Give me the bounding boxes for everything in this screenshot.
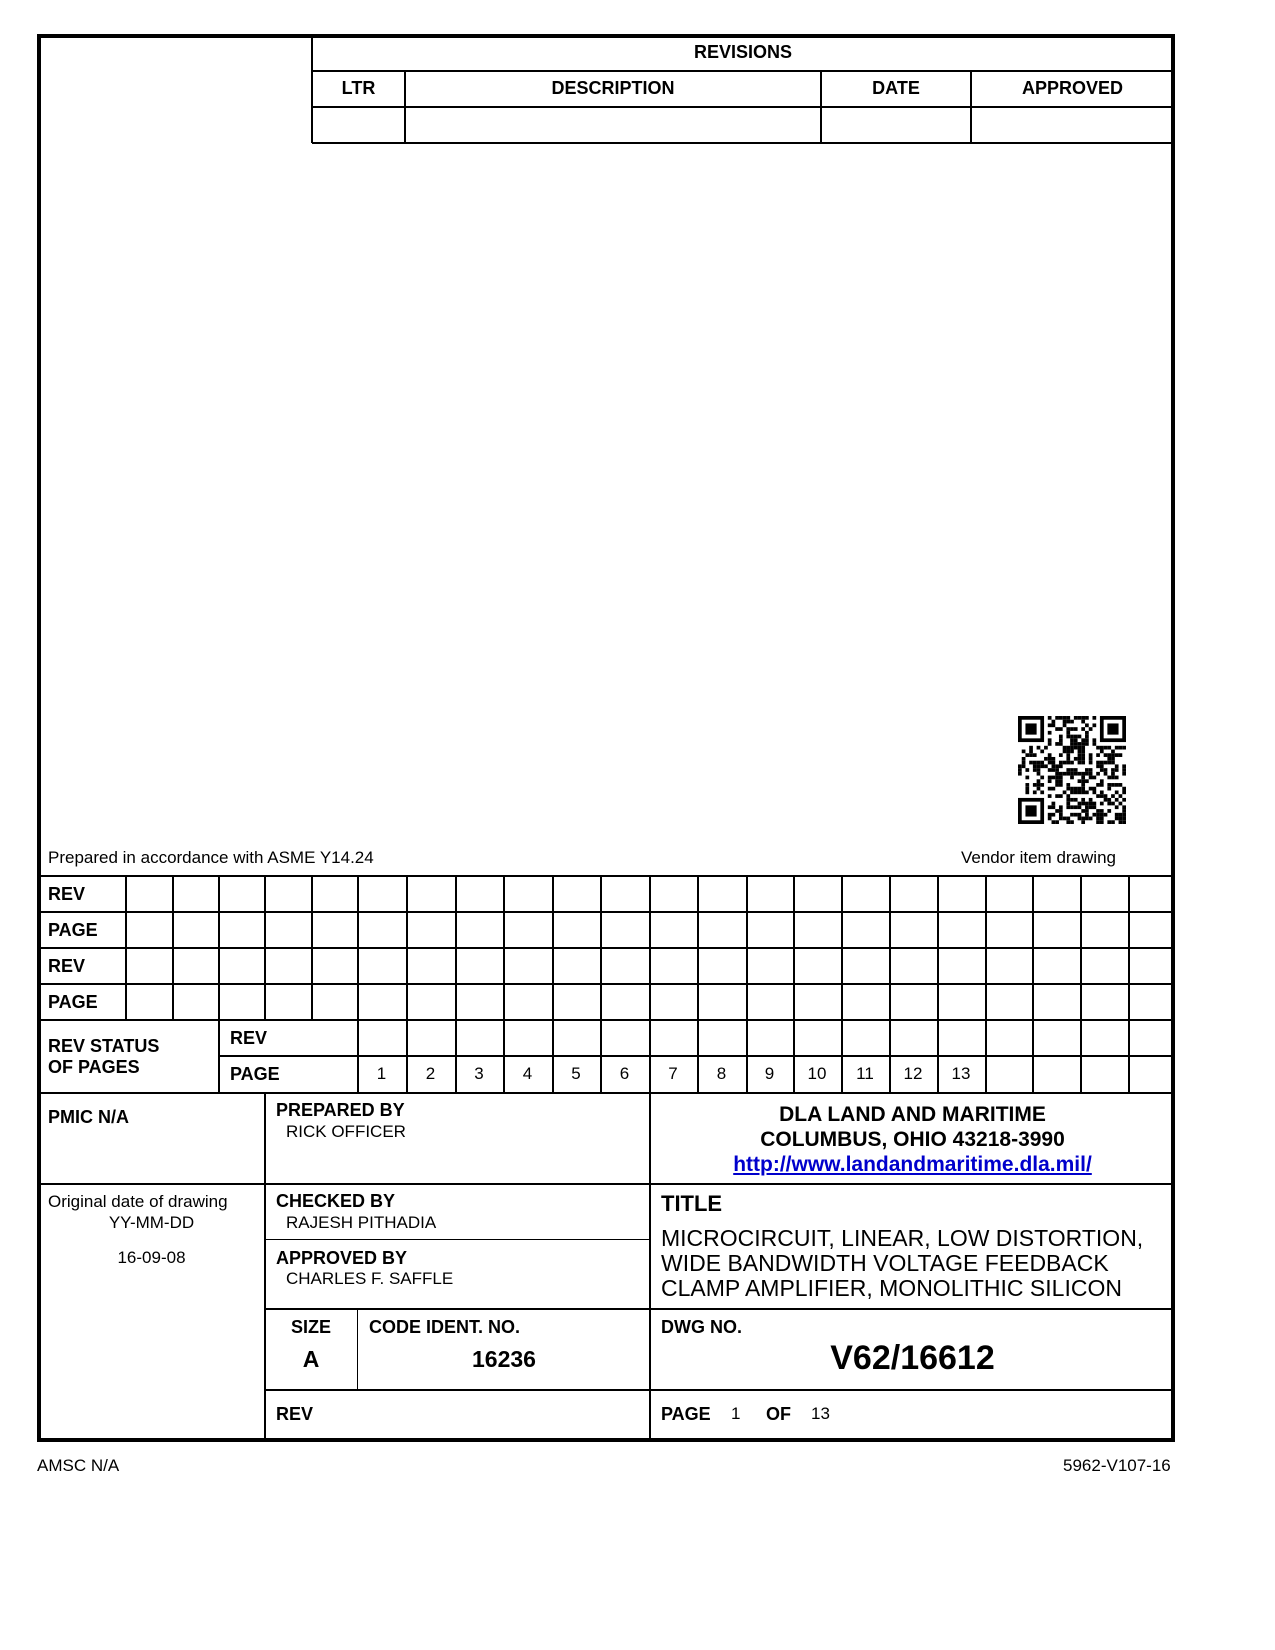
prepared-by-name: RICK OFFICER bbox=[286, 1122, 406, 1141]
checked-by-label: CHECKED BY bbox=[276, 1191, 396, 1211]
revisions-header-ltr: LTR bbox=[341, 78, 376, 98]
title-line: WIDE BANDWIDTH VOLTAGE FEEDBACK bbox=[661, 1250, 1109, 1276]
rev-row-label: REV bbox=[48, 956, 86, 976]
revisions-title: REVISIONS bbox=[693, 42, 793, 62]
document-number: 5962-V107-16 bbox=[1063, 1456, 1171, 1475]
page-number-cell: 7 bbox=[668, 1064, 678, 1083]
title-line: MICROCIRCUIT, LINEAR, LOW DISTORTION, bbox=[661, 1225, 1144, 1251]
revisions-header-approved: APPROVED bbox=[1021, 78, 1124, 98]
page-number-cell: 3 bbox=[474, 1064, 484, 1083]
of-pages-label: OF PAGES bbox=[48, 1057, 140, 1077]
title-label: TITLE bbox=[661, 1191, 723, 1216]
prepared-by-label: PREPARED BY bbox=[276, 1100, 405, 1120]
rev-label: REV bbox=[276, 1404, 314, 1424]
size-label: SIZE bbox=[290, 1317, 331, 1337]
of-label: OF bbox=[766, 1404, 791, 1424]
date-format: YY-MM-DD bbox=[108, 1213, 195, 1232]
page-number-cell: 5 bbox=[571, 1064, 581, 1083]
revisions-header-date: DATE bbox=[872, 78, 920, 98]
title-line: CLAMP AMPLIFIER, MONOLITHIC SILICON bbox=[661, 1275, 1122, 1301]
revisions-header-description: DESCRIPTION bbox=[551, 78, 675, 98]
original-date: 16-09-08 bbox=[117, 1248, 186, 1267]
status-rev-label: REV bbox=[230, 1028, 268, 1048]
pmic: PMIC N/A bbox=[48, 1107, 129, 1127]
page-number-cell: 9 bbox=[764, 1064, 775, 1083]
page-row-label: PAGE bbox=[48, 920, 98, 940]
rev-row-label: REV bbox=[48, 884, 86, 904]
vendor-item-note: Vendor item drawing bbox=[961, 848, 1116, 867]
page-number-cell: 11 bbox=[856, 1064, 874, 1083]
amsc-footer: AMSC N/A bbox=[37, 1456, 120, 1475]
page-number-cell: 12 bbox=[903, 1064, 923, 1083]
org-url-link[interactable]: http://www.landandmaritime.dla.mil/ bbox=[733, 1153, 1092, 1176]
page-number: 1 bbox=[731, 1404, 741, 1423]
status-page-label: PAGE bbox=[230, 1064, 280, 1084]
org-address: COLUMBUS, OHIO 43218-3990 bbox=[760, 1128, 1065, 1151]
page-label: PAGE bbox=[661, 1404, 711, 1424]
asme-note: Prepared in accordance with ASME Y14.24 bbox=[48, 848, 374, 867]
code-ident-value: 16236 bbox=[472, 1346, 536, 1372]
page-number-cell: 4 bbox=[522, 1064, 533, 1083]
original-date-label: Original date of drawing bbox=[48, 1192, 228, 1211]
page-number-cell: 2 bbox=[425, 1064, 436, 1083]
approved-by-name: CHARLES F. SAFFLE bbox=[286, 1269, 454, 1288]
checked-by-name: RAJESH PITHADIA bbox=[286, 1213, 437, 1232]
approved-by-label: APPROVED BY bbox=[276, 1248, 408, 1268]
qr-code-icon bbox=[1018, 716, 1126, 824]
page-number-cell: 13 bbox=[951, 1064, 971, 1083]
page-number-cell: 6 bbox=[619, 1064, 630, 1083]
rev-status-label: REV STATUS bbox=[48, 1036, 160, 1056]
page-number-cell: 10 bbox=[807, 1064, 827, 1083]
page-number-cell: 1 bbox=[376, 1064, 387, 1083]
dwg-no-label: DWG NO. bbox=[661, 1317, 742, 1337]
page-number-cell: 8 bbox=[716, 1064, 727, 1083]
page-row-label: PAGE bbox=[48, 992, 98, 1012]
size-value: A bbox=[302, 1346, 320, 1372]
code-ident-label: CODE IDENT. NO. bbox=[369, 1317, 521, 1337]
org-name: DLA LAND AND MARITIME bbox=[779, 1103, 1046, 1126]
total-pages: 13 bbox=[811, 1404, 830, 1423]
dwg-no-value: V62/16612 bbox=[830, 1339, 995, 1377]
